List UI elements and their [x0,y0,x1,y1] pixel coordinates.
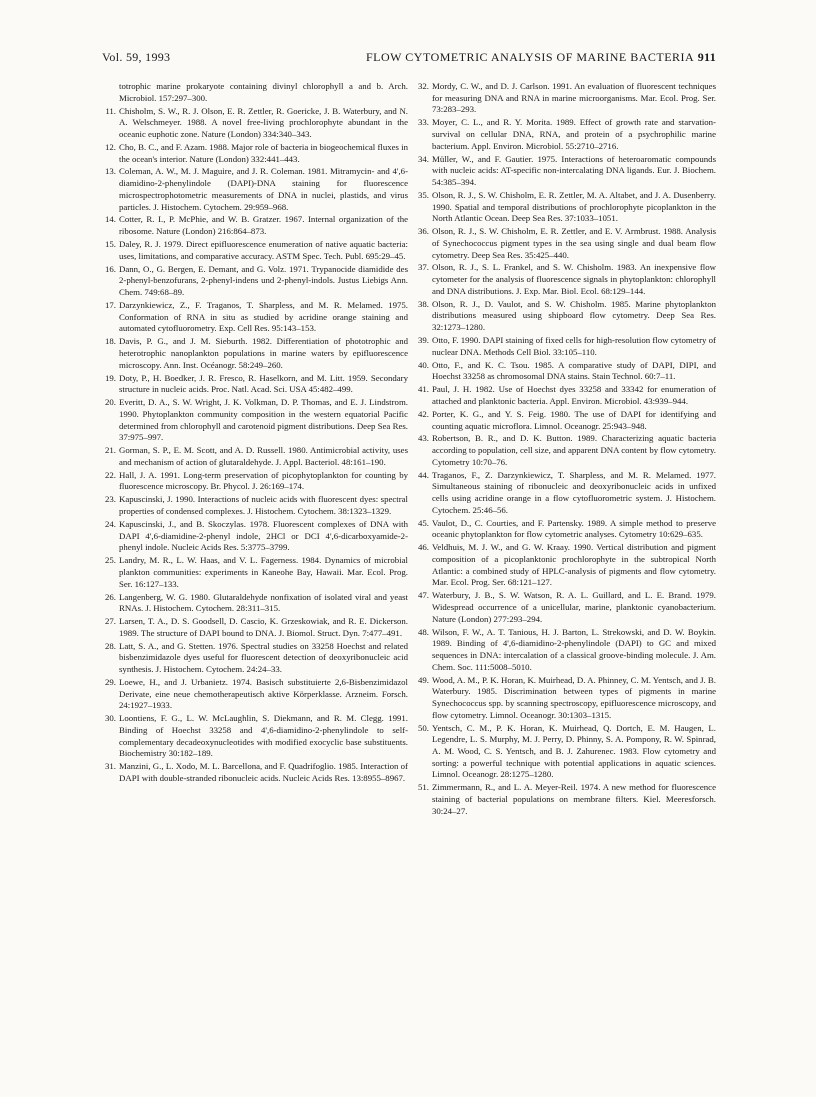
reference-text: Gorman, S. P., E. M. Scott, and A. D. Russell. 1980. Antimicrobial activity, uses and mechanism of action of glutaraldehyde. J. Appl. Bacteriol. 48:161–190. [119,445,408,467]
reference-entry [103,106,408,141]
reference-number: 41. [418,384,429,395]
reference-number: 50. [418,722,429,733]
reference-text: totrophic marine prokaryote containing divinyl chlorophyll a and b. Arch. Microbiol. 157:297–300. [119,81,408,103]
reference-number: 22. [105,469,116,480]
reference-entry [416,335,716,358]
reference-entry [103,373,408,396]
reference-entry [103,445,408,468]
reference-entry [103,494,408,517]
reference-number: 46. [418,542,429,553]
reference-number: 27. [105,616,116,627]
reference-number: 13. [105,166,116,177]
reference-entry [416,675,716,722]
reference-entry [103,336,408,371]
reference-number: 40. [418,359,429,370]
reference-text: Coleman, A. W., M. J. Maguire, and J. R. Coleman. 1981. Mitramycin- and 4',6-diamidino-2-phenylindole (DAPI)-DNA staining for fluorescence microspectrophotometric measurements of DNA in nuclei, plastids, and virus particles. J. Histochem. Cytochem. 29:959–968. [119,166,408,212]
reference-entry [416,409,716,432]
reference-text: Landry, M. R., L. W. Haas, and V. L. Fagerness. 1984. Dynamics of microbial plankton communities: experiments in Kaneohe Bay, Hawaii. Mar. Ecol. Prog. Ser. 16:127–133. [119,555,408,589]
reference-text: Hall, J. A. 1991. Long-term preservation of picophytoplankton for counting by fluorescence microscopy. Br. Phycol. J. 26:169–174. [119,469,408,492]
reference-text: Müller, W., and F. Gautier. 1975. Interactions of heteroaromatic compounds with nucleic acids: AT-specific non-intercalating DNA ligands. Eur. J. Biochem. 54:385–394. [432,153,716,187]
reference-entry [416,782,716,817]
reference-entry [416,117,716,152]
reference-entry [103,300,408,335]
reference-text: Veldhuis, M. J. W., and G. W. Kraay. 1990. Vertical distribution and pigment composition of a picoplanktonic prochlorophyte in the subtropical North Atlantic: a combined study of HPLC-analysis of pigments and flow cytometry. Mar. Ecol. Prog. Ser. 68:121–127. [432,542,716,588]
reference-number: 43. [418,433,429,444]
reference-number: 33. [418,117,429,128]
reference-number: 29. [105,677,116,688]
reference-number: 26. [105,591,116,602]
reference-number: 19. [105,372,116,383]
reference-entry [103,616,408,639]
reference-text: Waterbury, J. B., S. W. Watson, R. A. L. Guillard, and L. E. Brand. 1979. Widespread occurrence of a unicellular, marine, planktonic cyanobacterium. Nature (London) 277:293–294. [432,590,716,624]
running-title: FLOW CYTOMETRIC ANALYSIS OF MARINE BACTERIA [366,50,695,64]
reference-entry [103,677,408,712]
reference-entry [103,239,408,262]
reference-number: 20. [105,397,116,408]
reference-number: 39. [418,335,429,346]
reference-text: Otto, F., and K. C. Tsou. 1985. A comparative study of DAPI, DIPI, and Hoechst 33258 as chromosomal DNA stains. Stain Technol. 60:7–11. [432,359,716,382]
reference-entry [103,713,408,760]
references-right-column [416,81,716,819]
reference-text: Otto, F. 1990. DAPI staining of fixed cells for high-resolution flow cytometry of nuclear DNA. Methods Cell Biol. 33:105–110. [432,335,716,357]
reference-text: Vaulot, D., C. Courties, and F. Partensky. 1989. A simple method to preserve oceanic phytoplankton for flow cytometric analyses. Cytometry 10:629–635. [432,517,716,540]
reference-entry [416,384,716,407]
reference-entry [416,360,716,383]
reference-number: 37. [418,262,429,273]
reference-text: Wood, A. M., P. K. Horan, K. Muirhead, D. A. Phinney, C. M. Yentsch, and J. B. Waterbury. 1985. Discrimination between types of pigments in marine Synechococcus spp. by scanning spectroscopy, epifluorescence microscopy, and flow cytometry. Limnol. Oceanogr. 30:1303–1315. [432,674,716,720]
reference-text: Chisholm, S. W., R. J. Olson, E. R. Zettler, R. Goericke, J. B. Waterbury, and N. A. Welschmeyer. 1988. A novel free-living prochlorophyte abundant in the oceanic euphotic zone. Nature (London) 334:340–343. [119,105,408,139]
reference-entry [103,641,408,676]
reference-number: 11. [105,105,116,116]
reference-entry [416,154,716,189]
reference-text: Kapuscinski, J., and B. Skoczylas. 1978. Fluorescent complexes of DNA with DAPI 4',6-diamidine-2-phenyl indole, 2HCl or DCI 4',6-dicarboxyamide-2-phenyl indole. Nucleic Acids Res. 5:3775–3799. [119,518,408,553]
reference-text: Paul, J. H. 1982. Use of Hoechst dyes 33258 and 33342 for enumeration of attached and planktonic bacteria. Appl. Environ. Microbiol. 43:939–944. [432,384,716,406]
reference-entry [416,262,716,297]
reference-number: 32. [418,81,429,91]
reference-text: Daley, R. J. 1979. Direct epifluorescence enumeration of native aquatic bacteria: uses, limitations, and comparative accuracy. ASTM Spec. Tech. Publ. 695:29–45. [119,239,408,261]
reference-entry [416,470,716,517]
reference-text: Langenberg, W. G. 1980. Glutaraldehyde nonfixation of isolated viral and yeast RNAs. J. Histochem. Cytochem. 28:311–315. [119,591,408,614]
reference-entry [416,590,716,625]
reference-entry [416,723,716,782]
reference-entry [103,81,408,104]
reference-entry [103,519,408,554]
reference-entry [416,190,716,225]
reference-text: Davis, P. G., and J. M. Sieburth. 1982. Differentiation of phototrophic and heterotrophic nanoplankton populations in marine waters by epifluorescence microscopy. Ann. Inst. Océanogr. 58:249–260. [119,336,408,370]
reference-text: Dann, O., G. Bergen, E. Demant, and G. Volz. 1971. Trypanocide diamidide des 2-phenyl-benzofurans, 2-phenyl-indens und 2-phenyl-indols. Justus Liebigs Ann. Chem. 749:68–89. [119,263,408,298]
reference-text: Latt, S. A., and G. Stetten. 1976. Spectral studies on 33258 Hoechst and related bisbenzimidazole dyes useful for fluorescent detection of deoxyribonucleic acid synthesis. J. Histochem. Cytochem. 24:24–33. [119,640,408,675]
reference-entry [416,627,716,674]
reference-text: Traganos, F., Z. Darzynkiewicz, T. Sharpless, and M. R. Melamed. 1977. Simultaneous staining of ribonucleic and deoxyribonucleic acids in unfixed cells using acridine orange in a flow cytofluorometric system. J. Histochem. Cytochem. 25:46–56. [432,469,716,515]
reference-text: Larsen, T. A., D. S. Goodsell, D. Cascio, K. Grzeskowiak, and R. E. Dickerson. 1989. The structure of DAPI bound to DNA. J. Biomol. Struct. Dyn. 7:477–491. [119,616,408,638]
reference-text: Olson, R. J., D. Vaulot, and S. W. Chisholm. 1985. Marine phytoplankton distributions measured using shipboard flow cytometry. Deep Sea Res. 32:1273–1280. [432,298,716,333]
reference-text: Everitt, D. A., S. W. Wright, J. K. Volkman, D. P. Thomas, and E. J. Lindstrom. 1990. Phytoplankton community composition in the western equatorial Pacific determined from chlorophyll and carotenoid pigment distributions. Deep Sea Res. 37:975–997. [119,397,408,443]
reference-number: 24. [105,518,116,529]
reference-number: 14. [105,214,116,225]
reference-text: Darzynkiewicz, Z., F. Traganos, T. Sharpless, and M. R. Melamed. 1975. Conformation of RNA in situ as studied by acridine orange staining and automated cytofluorometry. Exp. Cell Res. 95:143–153. [119,299,408,334]
reference-number: 25. [105,555,116,566]
reference-entry [416,433,716,468]
reference-text: Zimmermann, R., and L. A. Meyer-Reil. 1974. A new method for fluorescence staining of bacterial populations on membrane filters. Kiel. Meeresforsch. 30:24–27. [432,782,716,816]
reference-number: 35. [418,189,429,200]
reference-number: 49. [418,674,429,685]
reference-number: 18. [105,336,116,347]
reference-entry [416,542,716,589]
reference-text: Cho, B. C., and F. Azam. 1988. Major role of bacteria in biogeochemical fluxes in the ocean's interior. Nature (London) 332:441–443. [119,141,408,164]
reference-number: 28. [105,640,116,651]
reference-number: 34. [418,153,429,164]
reference-number: 17. [105,299,116,310]
references-left-column [103,81,408,786]
reference-text: Yentsch, C. M., P. K. Horan, K. Muirhead, Q. Dortch, E. M. Haugen, L. Legendre, L. S. Murphy, M. J. Perry, D. Phinny, S. A. Pompony, R. W. Spinrad, A. M. Wood, C. S. Yentsch, and B. J. Zahurenec. 1983. Flow cytometry and sorting: a powerful technique with potential applications in aquatic sciences. Limnol. Oceanogr. 28:1275–1280. [432,722,716,780]
reference-text: Doty, P., H. Boedker, J. R. Fresco, R. Haselkorn, and M. Litt. 1959. Secondary structure in nucleic acids. Proc. Natl. Acad. Sci. USA 45:482–499. [119,372,408,395]
reference-text: Olson, R. J., S. L. Frankel, and S. W. Chisholm. 1983. An inexpensive flow cytometer for the analysis of fluorescence signals in phytoplankton: chlorophyll and DNA distributions. J. Exp. Mar. Biol. Ecol. 68:129–144. [432,262,716,296]
reference-entry [416,226,716,261]
reference-text: Robertson, B. R., and D. K. Button. 1989. Characterizing aquatic bacteria according to population, cell size, and apparent DNA content by flow cytometry. Cytometry 10:70–76. [432,433,716,467]
reference-number: 15. [105,239,116,250]
reference-text: Olson, R. J., S. W. Chisholm, E. R. Zettler, M. A. Altabet, and J. A. Dusenberry. 1990. Spatial and temporal distributions of prochlorophyte picoplankton in the North Atlantic Ocean. Deep Sea Res. 37:1033–1051. [432,189,716,224]
reference-entry [103,142,408,165]
reference-text: Wilson, F. W., A. T. Tanious, H. J. Barton, L. Strekowski, and D. W. Boykin. 1989. Binding of 4',6-diamidino-2-phenylindole (DAPI) to GC and mixed sequences in DNA: intercalation of a classical groove-binding molecule. J. Am. Chem. Soc. 111:5008–5010. [432,626,716,672]
reference-entry [103,264,408,299]
reference-entry [103,592,408,615]
reference-number: 36. [418,226,429,237]
reference-number: 31. [105,761,116,772]
reference-text: Porter, K. G., and Y. S. Feig. 1980. The use of DAPI for identifying and counting aquatic microflora. Limnol. Oceanogr. 25:943–948. [432,408,716,431]
reference-entry [103,555,408,590]
reference-entry [103,470,408,493]
reference-entry [103,397,408,444]
reference-entry [416,299,716,334]
reference-number: 42. [418,408,429,419]
reference-number: 44. [418,469,429,480]
reference-number: 38. [418,298,429,309]
reference-number: 45. [418,517,429,528]
reference-text: Cotter, R. I., P. McPhie, and W. B. Gratzer. 1967. Internal organization of the ribosome. Nature (London) 216:864–873. [119,214,408,237]
reference-text: Moyer, C. L., and R. Y. Morita. 1989. Effect of growth rate and starvation-survival on cellular DNA, RNA, and protein of a psychrophilic marine bacterium. Appl. Environ. Microbiol. 55:2710–2716. [432,117,716,151]
reference-text: Mordy, C. W., and D. J. Carlson. 1991. An evaluation of fluorescent techniques for measuring DNA and RNA in marine microorganisms. Mar. Ecol. Prog. Ser. 73:283–293. [432,81,716,115]
volume-label: Vol. 59, 1993 [102,50,171,64]
reference-text: Loewe, H., and J. Urbanietz. 1974. Basisch substituierte 2,6-Bisbenzimidazol Derivate, eine neue chemotherapeutisch aktive Körperklasse. Arzneim. Forsch. 24:1927–1933. [119,677,408,711]
reference-number: 23. [105,494,116,505]
reference-text: Kapuscinski, J. 1990. Interactions of nucleic acids with fluorescent dyes: spectral properties of condensed complexes. J. Histochem. Cytochem. 38:1323–1329. [119,494,408,517]
reference-entry [416,518,716,541]
reference-entry [103,214,408,237]
running-header [102,50,716,68]
reference-entry [103,166,408,213]
reference-entry [103,761,408,784]
reference-number: 48. [418,626,429,637]
page-number: 911 [697,50,716,64]
reference-number: 12. [105,141,116,152]
reference-number: 47. [418,590,429,601]
reference-number: 30. [105,713,116,724]
reference-number: 51. [418,782,429,793]
reference-entry [416,81,716,116]
reference-number: 21. [105,445,116,456]
reference-number: 16. [105,263,116,274]
reference-text: Olson, R. J., S. W. Chisholm, E. R. Zettler, and E. V. Armbrust. 1988. Analysis of Synechococcus pigment types in the sea using single and dual beam flow cytometry. Deep Sea Res. 35:425–440. [432,226,716,260]
reference-text: Loontiens, F. G., L. W. McLaughlin, S. Diekmann, and R. M. Clegg. 1991. Binding of Hoechst 33258 and 4',6-diamidino-2-phenylindole to self-complementary decadeoxynucleotides with modified exocyclic base substituents. Biochemistry 30:182–189. [119,713,408,759]
reference-text: Manzini, G., L. Xodo, M. L. Barcellona, and F. Quadrifoglio. 1985. Interaction of DAPI with double-stranded ribonucleic acids. Nucleic Acids Res. 13:8955–8967. [119,761,408,784]
